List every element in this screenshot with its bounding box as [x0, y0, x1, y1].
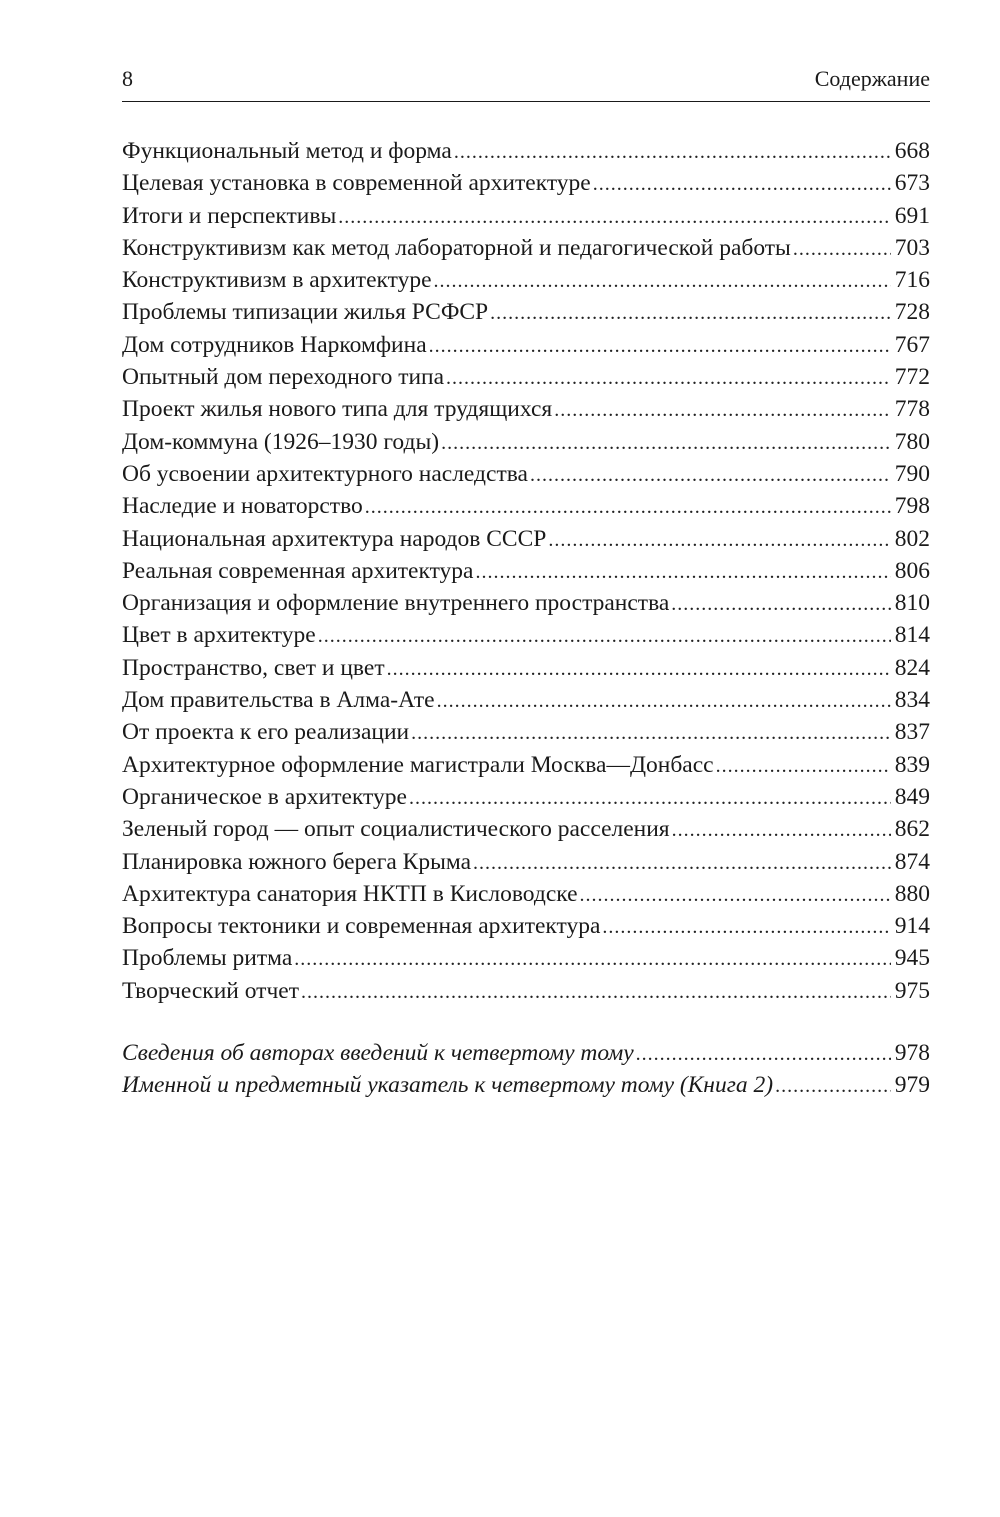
dot-leader [387, 658, 891, 681]
toc-entry-page: 716 [894, 267, 930, 294]
toc-entry-title: Сведения об авторах введений к четвертому тому [122, 1040, 634, 1066]
dot-leader [716, 755, 891, 778]
toc-entry [122, 267, 930, 299]
toc-entry-title: Именной и предметный указатель к четвертому тому (Книга 2) [122, 1072, 774, 1099]
dot-leader [593, 173, 891, 196]
toc-entry [122, 1040, 930, 1072]
toc-entry [122, 235, 930, 267]
dot-leader [580, 884, 891, 907]
dot-leader [671, 593, 890, 616]
dot-leader [365, 496, 891, 519]
dot-leader [473, 852, 891, 875]
toc-entry-title: Об усвоении архитектурного наследства [122, 460, 528, 487]
toc-entry [122, 138, 930, 170]
toc-entry-page: 874 [894, 848, 930, 875]
dot-leader [441, 432, 891, 455]
toc-entry-page: 979 [894, 1072, 930, 1099]
toc-entry [122, 396, 930, 428]
dot-leader [409, 787, 891, 810]
toc-entry-page: 834 [894, 687, 930, 714]
toc-entry-title: Организация и оформление внутреннего пространства [122, 590, 670, 617]
toc-entry-page: 668 [894, 138, 930, 164]
toc-entry-title: Дом сотрудников Наркомфина [122, 331, 427, 358]
toc-entry-title: Пространство, свет и цвет [122, 654, 385, 681]
dot-leader [454, 141, 891, 164]
toc-entry-title: Дом-коммуна (1926–1930 годы) [122, 428, 440, 455]
toc-entry [122, 526, 930, 558]
toc-entry-page: 945 [894, 945, 930, 972]
table-of-contents [122, 138, 930, 1010]
dot-leader [475, 561, 890, 584]
toc-entry-page: 806 [894, 557, 930, 584]
dot-leader [437, 690, 891, 713]
toc-entry-page: 798 [894, 493, 930, 520]
dot-leader [530, 464, 891, 487]
toc-entry [122, 687, 930, 719]
toc-entry [122, 299, 930, 331]
toc-entry-title: Органическое в архитектуре [122, 783, 407, 810]
dot-leader [301, 981, 891, 1004]
toc-entry-title: Зеленый город — опыт социалистического расселения [122, 816, 670, 843]
toc-entry [122, 332, 930, 364]
toc-entry [122, 913, 930, 945]
toc-entry [122, 945, 930, 977]
toc-entry-page: 767 [894, 331, 930, 358]
dot-leader [672, 819, 891, 842]
toc-entry [122, 170, 930, 202]
toc-entry-title: Опытный дом переходного типа [122, 364, 445, 391]
dot-leader [554, 399, 891, 422]
dot-leader [411, 722, 891, 745]
toc-entry [122, 461, 930, 493]
dot-leader [338, 206, 890, 229]
toc-entry-page: 880 [894, 880, 930, 907]
toc-entry-page: 802 [894, 525, 930, 552]
toc-entry [122, 558, 930, 590]
table-of-contents-appendix [122, 1040, 930, 1105]
toc-entry-title: Реальная современная архитектура [122, 557, 474, 584]
dot-leader [434, 270, 891, 293]
toc-entry-title: Творческий отчет [122, 977, 299, 1004]
toc-entry [122, 881, 930, 913]
toc-entry-title: Проблемы типизации жилья РСФСР [122, 299, 489, 326]
toc-entry-title: Конструктивизм в архитектуре [122, 267, 432, 294]
dot-leader [775, 1075, 891, 1098]
toc-entry-title: Конструктивизм как метод лабораторной и педагогической работы [122, 234, 791, 261]
dot-leader [636, 1043, 891, 1066]
toc-entry [122, 752, 930, 784]
toc-entry-page: 849 [894, 783, 930, 810]
toc-entry-title: Наследие и новаторство [122, 493, 363, 520]
dot-leader [490, 302, 891, 325]
toc-entry-page: 790 [894, 460, 930, 487]
toc-entry-title: Проблемы ритма [122, 945, 293, 972]
toc-entry-page: 975 [894, 977, 930, 1004]
dot-leader [446, 367, 891, 390]
running-title: Содержание [814, 66, 930, 91]
toc-entry-title: Национальная архитектура народов СССР [122, 525, 547, 552]
toc-entry-title: Архитектурное оформление магистрали Москва—Донбасс [122, 751, 714, 778]
toc-entry-page: 914 [894, 913, 930, 940]
toc-entry [122, 655, 930, 687]
dot-leader [793, 238, 891, 261]
toc-entry-page: 837 [894, 719, 930, 746]
toc-entry-title: Итоги и перспективы [122, 202, 337, 229]
toc-entry [122, 493, 930, 525]
toc-entry [122, 816, 930, 848]
toc-entry-page: 862 [894, 816, 930, 843]
toc-entry-title: Проект жилья нового типа для трудящихся [122, 396, 553, 423]
toc-entry [122, 784, 930, 816]
toc-entry-title: Целевая установка в современной архитектуре [122, 170, 591, 197]
toc-entry-page: 824 [894, 654, 930, 681]
page-number: 8 [122, 66, 133, 91]
dot-leader [602, 916, 890, 939]
toc-entry-title: Архитектура санатория НКТП в Кисловодске [122, 880, 578, 907]
toc-entry-page: 673 [894, 170, 930, 197]
toc-entry-page: 691 [894, 202, 930, 229]
toc-entry-page: 703 [894, 234, 930, 261]
toc-entry-page: 728 [894, 299, 930, 326]
toc-entry-page: 810 [894, 590, 930, 617]
toc-entry-title: Цвет в архитектуре [122, 622, 316, 649]
toc-entry [122, 429, 930, 461]
dot-leader [294, 948, 890, 971]
dot-leader [429, 335, 891, 358]
toc-entry-title: Функциональный метод и форма [122, 138, 452, 164]
toc-entry [122, 1072, 930, 1104]
toc-entry-page: 778 [894, 396, 930, 423]
toc-entry-title: Вопросы тектоники и современная архитектура [122, 913, 601, 940]
toc-entry [122, 203, 930, 235]
toc-entry [122, 849, 930, 881]
toc-entry-page: 814 [894, 622, 930, 649]
dot-leader [548, 529, 890, 552]
toc-entry [122, 978, 930, 1010]
toc-entry [122, 719, 930, 751]
toc-entry [122, 590, 930, 622]
toc-entry-title: От проекта к его реализации [122, 719, 410, 746]
header-rule [122, 101, 930, 102]
toc-entry-page: 978 [894, 1040, 930, 1066]
toc-entry-page: 839 [894, 751, 930, 778]
toc-entry-title: Дом правительства в Алма-Ате [122, 687, 435, 714]
toc-entry-page: 772 [894, 364, 930, 391]
page-header [122, 66, 930, 96]
toc-entry-page: 780 [894, 428, 930, 455]
toc-entry [122, 622, 930, 654]
toc-entry-title: Планировка южного берега Крыма [122, 848, 472, 875]
dot-leader [318, 625, 891, 648]
toc-entry [122, 364, 930, 396]
